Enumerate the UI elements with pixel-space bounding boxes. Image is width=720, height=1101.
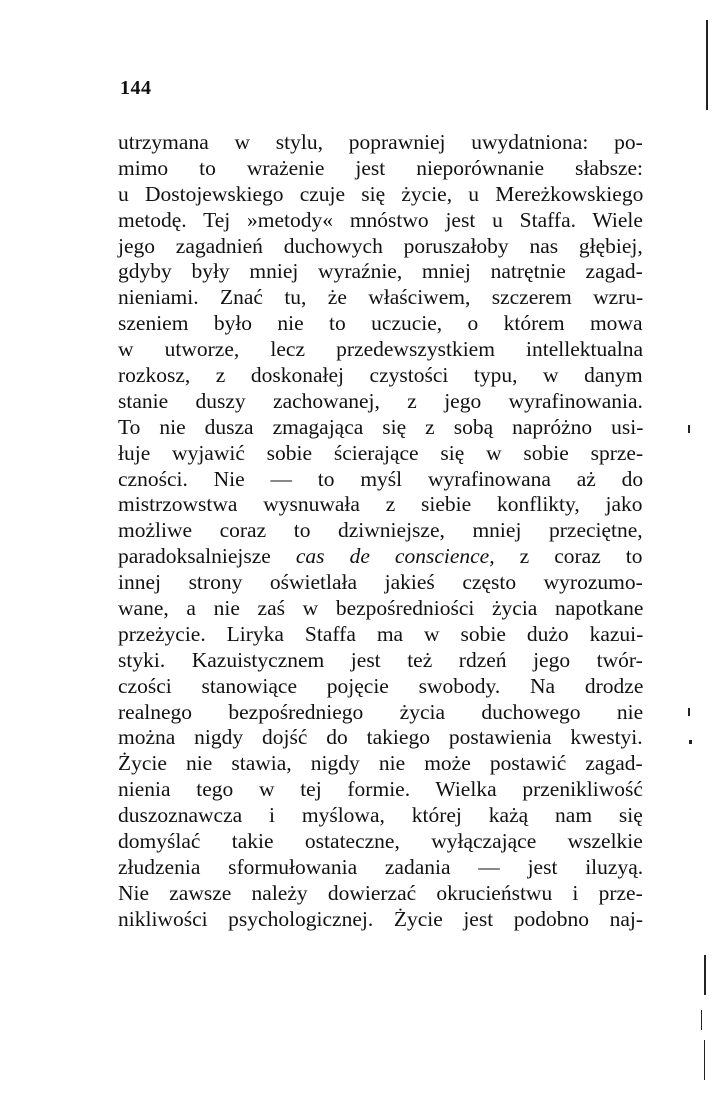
text-line: czności. Nie — to myśl wyrafinowana aż do	[118, 466, 644, 491]
scan-edge-mark	[689, 740, 692, 744]
page-number: 144	[120, 77, 152, 99]
text-line: łuje wyjawić sobie ścierające się w sobie sprze-	[118, 440, 644, 465]
text-line: realnego bezpośredniego życia duchowego nie	[118, 699, 644, 724]
text-line: domyślać takie ostateczne, wyłączające wszelkie	[118, 829, 643, 854]
text-line: duszoznawcza i myślowa, której każą nam się	[118, 803, 643, 828]
italic-phrase: cas de conscience,	[295, 544, 495, 569]
text-line: u Dostojewskiego czuje się życie, u Mereżkowskiego	[118, 181, 644, 206]
text-line: mistrzowstwa wysnuwała z siebie konflikty, jako	[118, 492, 643, 517]
text-line: To nie dusza zmagająca się z sobą napróżno usi-	[118, 414, 644, 439]
text-line: Życie nie stawia, nigdy nie może postawić zagad-	[118, 751, 643, 776]
scan-edge-mark	[706, 20, 708, 110]
text-line: szeniem było nie to uczucie, o którem mowa	[118, 311, 643, 336]
text-line: przeżycie. Liryka Staffa ma w sobie dużo kazui-	[118, 621, 644, 646]
scan-edge-mark	[701, 1010, 702, 1030]
text-line: można nigdy dojść do takiego postawienia kwestyi.	[118, 725, 643, 750]
body-text	[118, 130, 643, 933]
text-line: metodę. Tej »metody« mnóstwo jest u Staffa. Wiele	[118, 207, 643, 232]
text-line: styki. Kazuistycznem jest też rdzeń jego twór-	[118, 647, 643, 672]
text-line: nieniami. Znać tu, że właściwem, szczerem wzru-	[118, 285, 644, 310]
text-line: stanie duszy zachowanej, z jego wyrafinowania.	[118, 388, 643, 413]
text-line: czości stanowiące pojęcie swobody. Na drodze	[118, 673, 644, 698]
text-line: Nie zawsze należy dowierzać okrucieństwu i prze-	[118, 880, 643, 905]
text-line: nienia tego w tej formie. Wielka przenikliwość	[118, 777, 643, 802]
scan-edge-mark	[704, 955, 706, 995]
text-line: możliwe coraz to dziwniejsze, mniej przeciętne,	[118, 518, 643, 543]
text-line: rozkosz, z doskonałej czystości typu, w danym	[118, 363, 643, 388]
scan-edge-mark	[704, 1040, 705, 1080]
text-line: mimo to wrażenie jest nieporównanie słabsze:	[118, 155, 644, 180]
text-line: w utworze, lecz przedewszystkiem intellektualna	[118, 337, 644, 362]
scan-edge-mark	[688, 708, 690, 716]
text-line: utrzymana w stylu, poprawniej uwydatniona: po-	[118, 130, 643, 154]
text-segment: z coraz to	[494, 544, 643, 569]
text-segment: paradoksalniejsze	[118, 544, 296, 569]
text-line: wane, a nie zaś w bezpośredniości życia napotkane	[118, 596, 644, 621]
text-line: innej strony oświetlała jakieś często wyrozumo-	[118, 570, 643, 595]
text-line: nikliwości psychologicznej. Życie jest podobno naj-	[118, 906, 644, 931]
text-line: jego zagadnień duchowych poruszałoby nas głębiej,	[118, 233, 643, 258]
text-line: gdyby były mniej wyraźnie, mniej natrętnie zagad-	[118, 259, 643, 284]
text-line: złudzenia sformułowania zadania — jest iluzyą.	[118, 854, 644, 879]
scan-edge-mark	[688, 425, 690, 433]
text-line	[118, 544, 643, 570]
